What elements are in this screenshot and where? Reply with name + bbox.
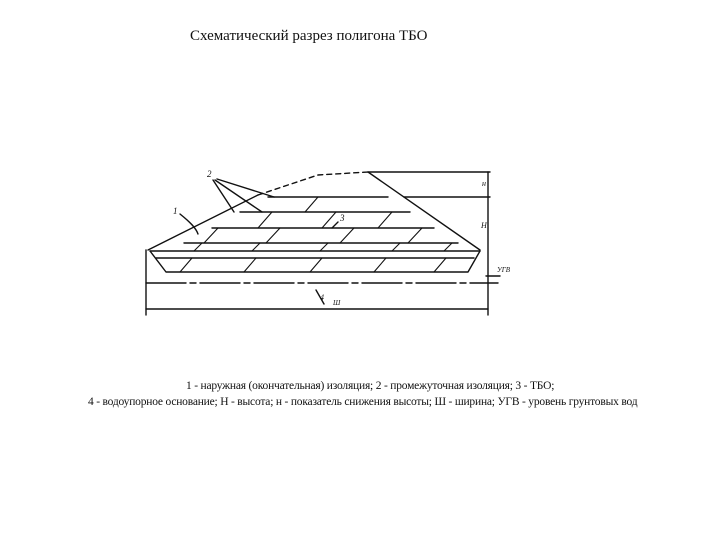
base-pit-outline <box>150 251 480 272</box>
callout-label-groundwater-level: УГВ <box>497 266 510 274</box>
callout-label-outer-insulation: 1 <box>173 206 178 216</box>
hatch-mark <box>408 228 422 243</box>
hatch-mark <box>194 243 202 251</box>
leader-line-insulation-a <box>213 180 234 212</box>
callout-label-height: Н <box>481 221 487 230</box>
hatch-mark <box>244 258 256 272</box>
outer-slope-left <box>148 195 258 250</box>
hatch-mark <box>378 212 392 228</box>
outer-slope-right <box>368 172 480 250</box>
hatch-mark <box>180 258 192 272</box>
hatch-mark <box>392 243 400 251</box>
callout-label-width: Ш <box>333 299 341 307</box>
hatch-mark <box>340 228 354 243</box>
hatch-mark <box>374 258 386 272</box>
callout-label-base: 4 <box>320 293 324 302</box>
hatch-mark <box>444 243 452 251</box>
hatch-mark <box>258 212 272 228</box>
hatch-mark <box>252 243 260 251</box>
hatch-mark <box>434 258 446 272</box>
hatch-mark <box>305 197 318 212</box>
hatch-mark <box>204 228 218 243</box>
page-title: Схематический разрез полигона ТБО <box>190 28 428 44</box>
leader-line-outer-insulation <box>180 214 198 234</box>
dashed-apex-outline <box>258 172 368 195</box>
hatch-mark <box>320 243 328 251</box>
waste-hatching <box>180 197 452 272</box>
hatch-mark <box>310 258 322 272</box>
callout-label-height-reduction: н <box>482 179 486 188</box>
caption-line-2: 4 - водоупорное основание; Н - высота; н - показатель снижения высоты; Ш - ширина; УГВ - уровень грунтовых вод <box>88 396 638 408</box>
leader-line-waste <box>332 222 338 228</box>
callout-label-waste: 3 <box>340 213 345 223</box>
callout-label-intermediate-insulation: 2 <box>207 169 212 179</box>
caption-line-1: 1 - наружная (окончательная) изоляция; 2 - промежуточная изоляция; 3 - ТБО; <box>186 380 555 392</box>
hatch-mark <box>266 228 280 243</box>
